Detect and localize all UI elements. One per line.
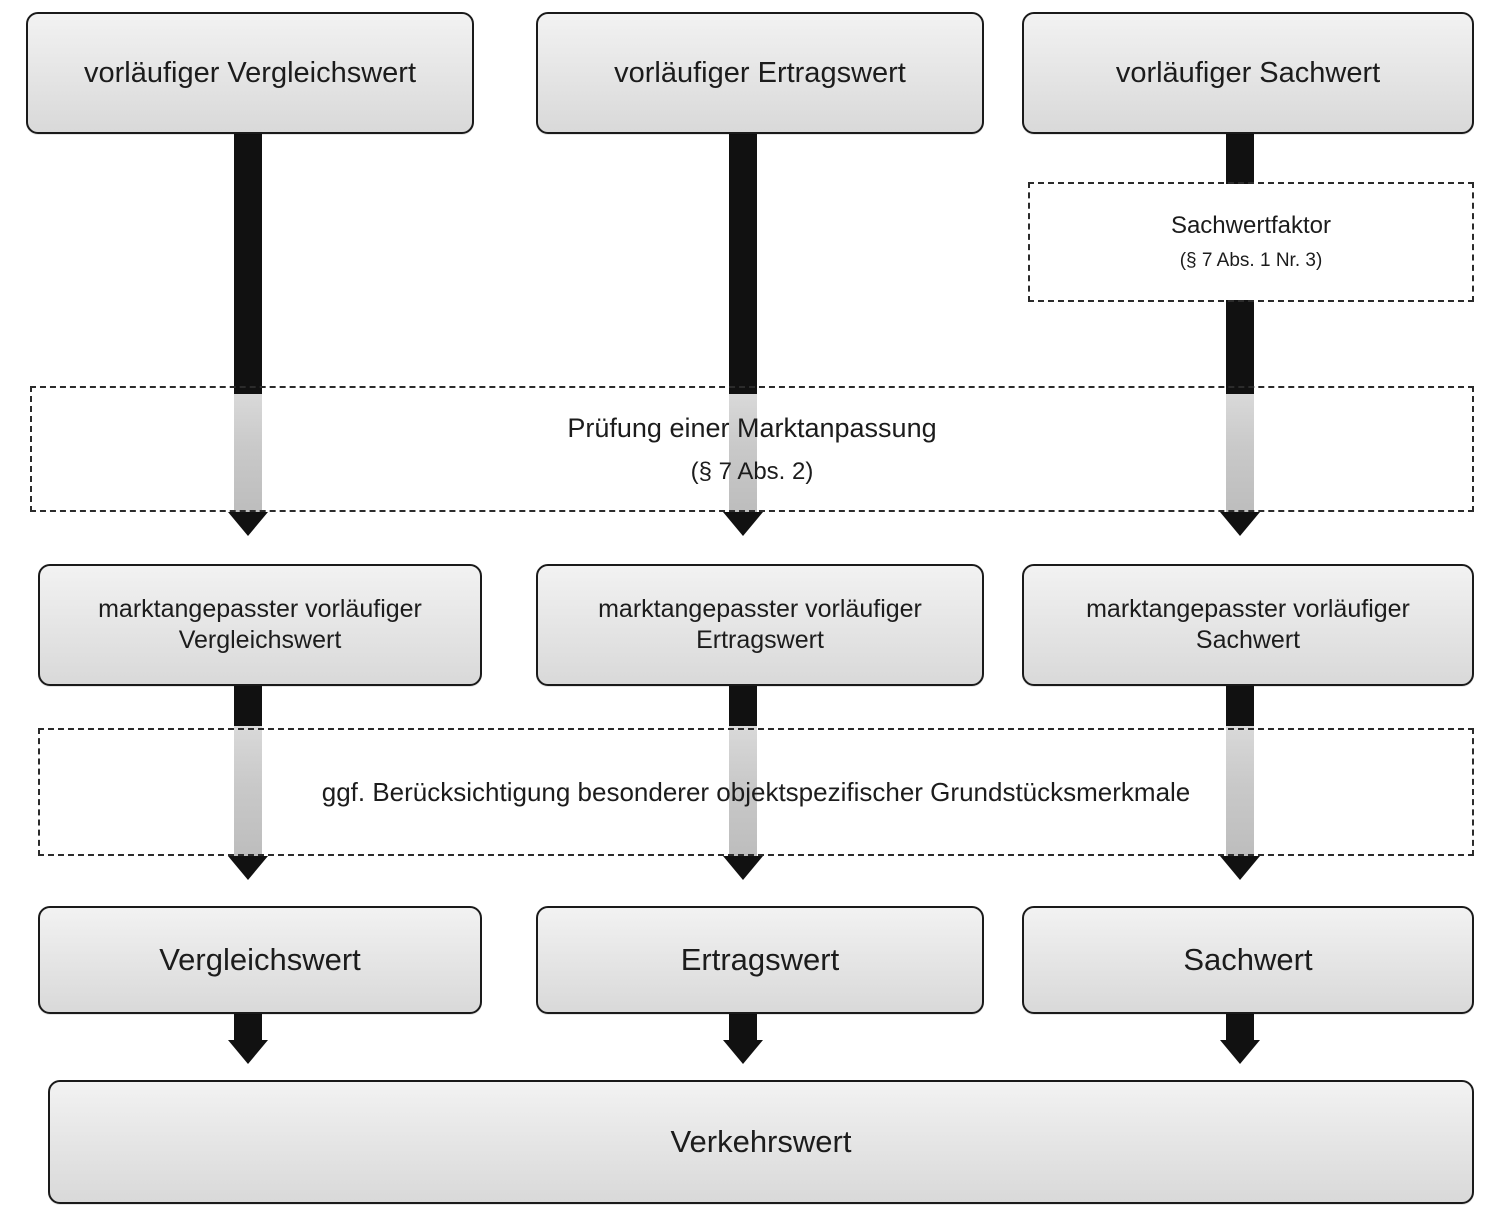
node-vorlaeufiger-vergleichswert-label: vorläufiger Vergleichswert: [83, 56, 417, 89]
node-vorlaeufiger-ertragswert: [536, 12, 984, 134]
panel-besondere-merkmale: [38, 728, 1474, 856]
panel-marktanpassung-line2: (§ 7 Abs. 2): [690, 457, 814, 485]
node-vergleichswert-label: Vergleichswert: [159, 941, 361, 977]
connector-col1-row2-stub: [234, 686, 262, 726]
panel-sachwertfaktor: [1028, 182, 1474, 302]
arrow-col1-to-row3: [228, 856, 268, 880]
connector-col3-sachwertfaktor-to-marktanpassung: [1226, 300, 1254, 394]
node-marktangepasster-vergleichswert: [38, 564, 482, 686]
node-vergleichswert: [38, 906, 482, 1014]
connector-col2-row2-stub: [729, 686, 757, 726]
arrow-col2-to-row3: [723, 856, 763, 880]
connector-col2-to-final: [729, 1014, 757, 1040]
panel-sachwertfaktor-line2: (§ 7 Abs. 1 Nr. 3): [1179, 250, 1323, 271]
connector-col3-row2-stub: [1226, 686, 1254, 726]
node-marktangepasster-sachwert: [1022, 564, 1474, 686]
connector-col1-to-final: [234, 1014, 262, 1040]
node-ertragswert-label: Ertragswert: [680, 941, 840, 977]
node-verkehrswert-label: Verkehrswert: [670, 1123, 852, 1159]
node-ertragswert: [536, 906, 984, 1014]
connector-col3-to-final: [1226, 1014, 1254, 1040]
node-verkehrswert: [48, 1080, 1474, 1204]
node-vorlaeufiger-sachwert-label: vorläufiger Sachwert: [1115, 56, 1381, 89]
panel-marktanpassung: [30, 386, 1474, 512]
arrow-col3-to-final: [1220, 1040, 1260, 1064]
arrow-col3-to-row2: [1220, 512, 1260, 536]
node-vorlaeufiger-sachwert: [1022, 12, 1474, 134]
arrow-col2-to-row2: [723, 512, 763, 536]
arrow-col1-to-row2: [228, 512, 268, 536]
panel-besondere-merkmale-line1: ggf. Berücksichtigung besonderer objektspezifischer Grundstücksmerkmale: [321, 776, 1191, 807]
node-vorlaeufiger-ertragswert-label: vorläufiger Ertragswert: [614, 56, 906, 89]
node-marktangepasster-sachwert-label: marktangepasster vorläufiger Sachwert: [1086, 594, 1410, 654]
node-marktangepasster-vergleichswert-label: marktangepasster vorläufiger Vergleichswert: [98, 594, 422, 654]
connector-col2-top: [729, 132, 757, 394]
node-marktangepasster-ertragswert-label: marktangepasster vorläufiger Ertragswert: [598, 594, 922, 654]
node-sachwert-label: Sachwert: [1183, 941, 1313, 977]
node-sachwert: [1022, 906, 1474, 1014]
node-vorlaeufiger-vergleichswert: [26, 12, 474, 134]
arrow-col2-to-final: [723, 1040, 763, 1064]
connector-col1-top: [234, 132, 262, 394]
panel-marktanpassung-line1: Prüfung einer Marktanpassung: [567, 412, 937, 443]
connector-col3-to-sachwertfaktor: [1226, 132, 1254, 184]
arrow-col1-to-final: [228, 1040, 268, 1064]
node-marktangepasster-ertragswert: [536, 564, 984, 686]
arrow-col3-to-row3: [1220, 856, 1260, 880]
panel-sachwertfaktor-line1: Sachwertfaktor: [1170, 212, 1332, 239]
